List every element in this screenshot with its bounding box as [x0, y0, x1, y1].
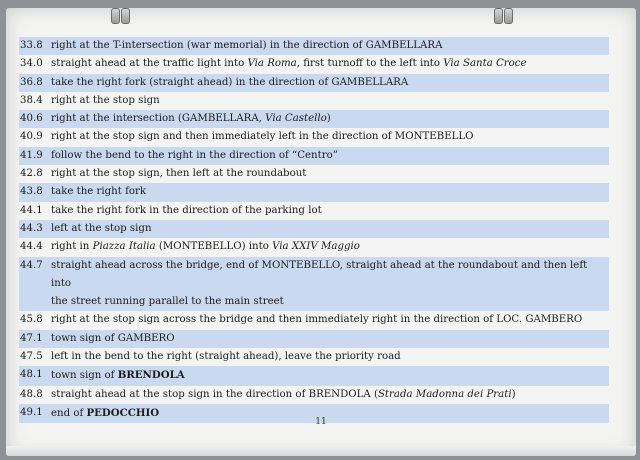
direction-text-part: take the right fork: [51, 186, 147, 198]
direction-text: [51, 238, 609, 256]
direction-row: [19, 257, 609, 294]
direction-row: [19, 110, 609, 128]
direction-text: [51, 110, 609, 128]
direction-text-part: right at the stop sign across the bridge and then immediately right in the direction of LOC. GAMBERO: [51, 314, 583, 326]
direction-text-part: ): [511, 388, 516, 400]
distance-km: 41.9: [20, 149, 43, 161]
distance-km: 48.8: [20, 388, 43, 400]
place-name-italic: Via Castello: [265, 113, 327, 125]
direction-text-part: straight ahead at the traffic light into: [51, 58, 248, 70]
town-name-bold: PEDOCCHIO: [86, 406, 160, 419]
distance-km: 44.3: [20, 222, 43, 234]
binder-ring-left: [111, 8, 120, 24]
distance-km: 38.4: [20, 94, 43, 106]
direction-row: [19, 165, 609, 183]
direction-row: [19, 37, 609, 55]
direction-text-part: follow the bend to the right in the direction of “Centro”: [51, 149, 338, 161]
direction-text: [51, 330, 609, 348]
direction-row: [19, 293, 609, 311]
distance-km: 40.6: [20, 113, 43, 125]
place-name-italic: Via Santa Croce: [443, 58, 527, 70]
direction-text-part: right at the stop sign, then left at the roundabout: [51, 168, 307, 180]
direction-text-part: left in the bend to the right (straight ahead), leave the priority road: [51, 351, 401, 363]
distance-km: 36.8: [20, 76, 43, 88]
direction-text: [51, 202, 609, 220]
direction-text: [51, 386, 609, 404]
distance-km: 45.8: [20, 314, 43, 326]
direction-text: [51, 128, 609, 146]
distance-km: 48.1: [20, 369, 43, 381]
place-name-italic: Via Roma: [247, 58, 297, 70]
direction-text: [51, 311, 609, 329]
place-name-italic: Strada Madonna dei Prati: [377, 388, 512, 400]
direction-row: [19, 330, 609, 348]
place-name-italic: Piazza Italia: [92, 241, 156, 253]
direction-text: [51, 92, 609, 110]
direction-text: [51, 348, 609, 366]
direction-text: [51, 366, 609, 385]
direction-text: [51, 220, 609, 238]
page-edge: [6, 446, 636, 456]
direction-text-part: straight ahead at the stop sign in the direction of BRENDOLA (: [51, 388, 378, 400]
distance-km: 42.8: [20, 168, 43, 180]
direction-text-part: (MONTEBELLO) into: [155, 241, 273, 253]
direction-row: [19, 348, 609, 366]
town-name-bold: BRENDOLA: [117, 369, 185, 382]
direction-text-part: take the right fork in the direction of the parking lot: [51, 204, 322, 216]
binder-ring-right-2: [504, 8, 513, 24]
direction-text-part: the street running parallel to the main street: [51, 296, 284, 308]
page-number: 11: [315, 417, 327, 427]
direction-text-part: town sign of GAMBERO: [51, 332, 175, 344]
direction-text-part: left at the stop sign: [51, 222, 152, 234]
distance-km: 40.9: [20, 131, 43, 143]
binder-ring-left-2: [121, 8, 130, 24]
direction-text: [51, 55, 609, 73]
booklet-page: [6, 8, 636, 456]
direction-row: [19, 183, 609, 201]
direction-row: [19, 74, 609, 92]
distance-km: 47.1: [20, 332, 43, 344]
direction-row: [19, 238, 609, 256]
distance-km: 34.0: [20, 58, 43, 70]
place-name-italic: Via XXIV Maggio: [272, 241, 360, 253]
direction-text: [51, 183, 609, 201]
direction-text-part: right at the T-intersection (war memorial) in the direction of GAMBELLARA: [51, 40, 443, 51]
direction-row: [19, 220, 609, 238]
direction-text-part: right in: [51, 241, 93, 253]
direction-text: [51, 37, 609, 55]
direction-row: [19, 202, 609, 220]
direction-text: [51, 74, 609, 92]
direction-text-part: straight ahead across the bridge, end of MONTEBELLO, straight ahead at the roundabout and then left into: [51, 259, 591, 289]
direction-text: [51, 257, 609, 294]
binder-ring-right: [494, 8, 503, 24]
distance-km: [19, 293, 51, 311]
direction-text: [51, 147, 609, 165]
direction-text-part: right at the stop sign and then immediately left in the direction of MONTEBELLO: [51, 131, 474, 143]
direction-text-part: right at the stop sign: [51, 94, 160, 106]
direction-row: [19, 311, 609, 329]
distance-km: 44.4: [20, 241, 43, 253]
direction-text-part: right at the intersection (GAMBELLARA,: [51, 113, 266, 125]
distance-km: 43.8: [20, 186, 43, 198]
direction-text-part: , first turnoff to the left into: [296, 58, 444, 70]
direction-row: [19, 128, 609, 146]
route-directions-list: [19, 37, 609, 423]
direction-text-part: end of: [51, 407, 87, 419]
direction-row: [19, 386, 609, 404]
direction-text-part: ): [326, 113, 331, 125]
direction-row: [19, 92, 609, 110]
direction-text: [51, 293, 609, 311]
distance-km: 44.7: [20, 259, 43, 271]
direction-row: [19, 55, 609, 73]
direction-text-part: take the right fork (straight ahead) in the direction of GAMBELLARA: [51, 76, 409, 88]
direction-text-part: town sign of: [51, 370, 118, 382]
distance-km: 49.1: [20, 406, 43, 418]
distance-km: 47.5: [20, 351, 43, 363]
distance-km: 33.8: [20, 40, 43, 51]
direction-row: [19, 366, 609, 385]
direction-text: [51, 165, 609, 183]
distance-km: 44.1: [20, 204, 43, 216]
direction-row: [19, 147, 609, 165]
